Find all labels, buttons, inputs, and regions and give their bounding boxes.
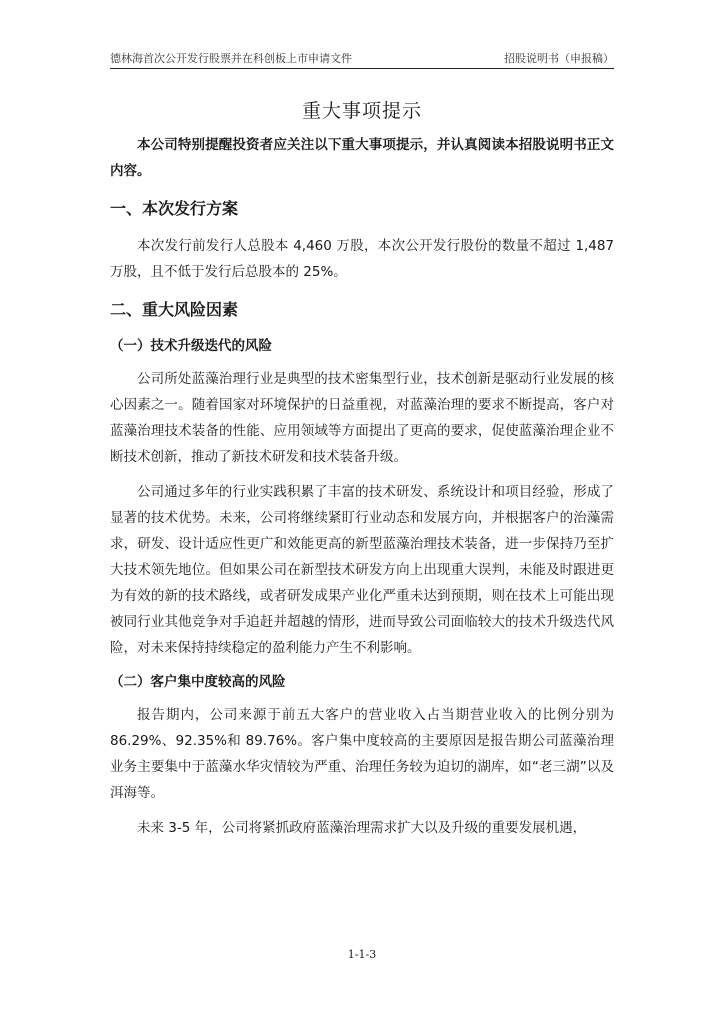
subsection-heading-tech-risk: （一）技术升级迭代的风险: [110, 338, 272, 354]
header-rule: [110, 68, 614, 69]
body-content: [110, 132, 614, 850]
page-number: 1-1-3: [347, 948, 377, 961]
section-heading-issuance-plan: 一、本次发行方案: [110, 199, 239, 218]
paragraph-tech-risk-2: 公司通过多年的行业实践积累了丰富的技术研发、系统设计和项目经验，形成了显著的技术优势。未来，公司将继续紧盯行业动态和发展方向，并根据客户的治藻需求，研发、设计适应性更广和效能更高的新型蓝藻治理技术装备，进一步保持乃至扩大技术领先地位。但如果公司在新型技术研发方向上出现重大误判，未能及时跟进更为有效的新的技术路线，或者研发成果产业化严重未达到预期，则在技术上可能出现被同行业其他竞争对手追赶并超越的情形，进而导致公司面临较大的技术升级迭代风险，对未来保持持续稳定的盈利能力产生不利影响。: [110, 484, 614, 656]
paragraph-issuance-plan: 本次发行前发行人总股本 4,460 万股，本次公开发行股份的数量不超过 1,487 万股，且不低于发行后总股本的 25%。: [110, 238, 614, 280]
intro-notice: 本公司特别提醒投资者应关注以下重大事项提示，并认真阅读本招股说明书正文内容。: [110, 137, 614, 179]
paragraph-customer-risk-2: 未来 3-5 年，公司将紧抓政府蓝藻治理需求扩大以及升级的重要发展机遇，: [137, 820, 587, 836]
subsection-heading-customer-risk: （二）客户集中度较高的风险: [110, 674, 286, 690]
paragraph-customer-risk-1: 报告期内，公司来源于前五大客户的营业收入占当期营业收入的比例分别为 86.29%、92.35%和 89.76%。客户集中度较高的主要原因是报告期公司蓝藻治理业务主要集中于蓝藻水华灾情较为严重、治理任务较为迫切的湖库，如“老三湖”以及洱海等。: [110, 707, 614, 801]
running-header: [110, 48, 614, 66]
paragraph-tech-risk-1: 公司所处蓝藻治理行业是典型的技术密集型行业，技术创新是驱动行业发展的核心因素之一。随着国家对环境保护的日益重视，对蓝藻治理的要求不断提高，客户对蓝藻治理技术装备的性能、应用领域等方面提出了更高的要求，促使蓝藻治理企业不断技术创新，推动了新技术研发和技术装备升级。: [110, 371, 614, 465]
page-title: 重大事项提示: [301, 100, 422, 122]
header-document-type: 招股说明书（申报稿）: [504, 52, 614, 65]
header-document-title: 德林海首次公开发行股票并在科创板上市申请文件: [110, 52, 352, 65]
section-heading-major-risks: 二、重大风险因素: [110, 300, 239, 319]
